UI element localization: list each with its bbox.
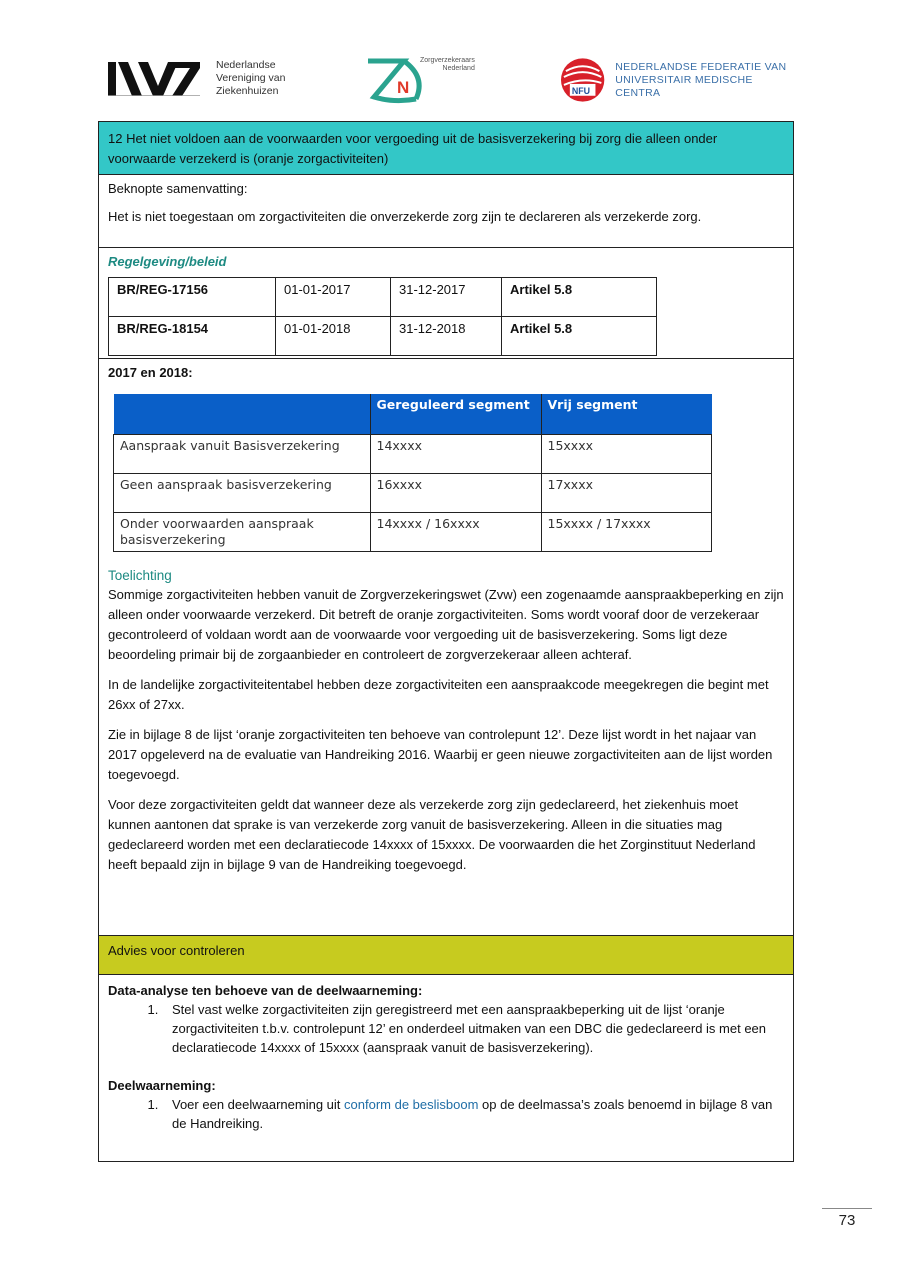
deelwaarneming-item <box>162 1095 784 1133</box>
toelichting-heading: Toelichting <box>108 568 172 583</box>
segment-cell: 15xxxx <box>541 435 712 474</box>
segment-header-cell <box>114 394 371 435</box>
segment-header-cell: Vrij segment <box>541 394 712 435</box>
regulation-cell-start: 01-01-2017 <box>276 278 391 317</box>
nfu-name <box>615 61 798 100</box>
segment-cell: 14xxxx <box>370 435 541 474</box>
toelichting-paragraph: In de landelijke zorgactiviteitentabel hebben deze zorgactiviteiten een aanspraakcode meegekregen die begint met 26xx of 27xx. <box>108 677 769 712</box>
deelwaarneming-label: Deelwaarneming: <box>108 1078 216 1093</box>
regulation-cell-id: BR/REG-18154 <box>109 317 276 356</box>
advies-section <box>99 974 793 1161</box>
segment-cell: 17xxxx <box>541 474 712 513</box>
segment-row <box>114 513 712 552</box>
control-point-title: 12 Het niet voldoen aan de voorwaarden voor vergoeding uit de basisverzekering bij zorg die alleen onder voorwaarde verzekerd is (oranje zorgactiviteiten) <box>99 122 793 174</box>
regulation-row <box>109 278 657 317</box>
nfu-logo <box>560 57 798 103</box>
zn-line-2: Nederland <box>442 65 475 72</box>
segment-header-cell: Gereguleerd segment <box>370 394 541 435</box>
regulation-heading: Regelgeving/beleid <box>108 254 227 269</box>
nvz-mark-icon <box>108 62 200 96</box>
summary-label: Beknopte samenvatting: <box>108 181 248 196</box>
segment-cell: 15xxxx / 17xxxx <box>541 513 712 552</box>
nfu-mark-text: NFU <box>571 85 591 96</box>
beslisboom-link[interactable]: conform de beslisboom <box>344 1097 479 1112</box>
deelwaarneming-text-before: Voer een deelwaarneming uit <box>172 1097 345 1112</box>
nvz-logo <box>108 59 285 98</box>
data-analyse-item: 1. Stel vast welke zorgactiviteiten zijn geregistreerd met een aanspraakbeperking uit de lijst ‘oranje zorgactiviteiten t.b.v. controlepunt 12’ en onderdeel uitmaken van een DBC die gedeclareerd is met een declaratiecode 14xxxx of 15xxxx (aanspraak vanuit de basisverzekering). <box>162 1000 784 1057</box>
segment-cell: Onder voorwaarden aanspraak basisverzekering <box>114 513 371 552</box>
regulation-cell-end: 31-12-2018 <box>391 317 502 356</box>
nvz-name <box>216 59 285 98</box>
explanation-section <box>99 358 793 935</box>
nvz-line-1: Nederlandse <box>216 59 276 71</box>
nvz-line-3: Ziekenhuizen <box>216 85 279 97</box>
deelwaarneming-text-after: op de deelmassa’s zoals benoemd in bijlage 8 van de Handreiking. <box>172 1097 773 1131</box>
regulation-row <box>109 317 657 356</box>
segment-row <box>114 474 712 513</box>
header-logos <box>108 55 798 105</box>
deelwaarneming-list <box>108 1095 784 1133</box>
regulation-cell-article: Artikel 5.8 <box>502 278 657 317</box>
segment-cell: 16xxxx <box>370 474 541 513</box>
zn-logo <box>364 55 484 105</box>
data-analyse-list <box>108 1000 784 1057</box>
regulation-cell-start: 01-01-2018 <box>276 317 391 356</box>
zn-name <box>420 57 475 73</box>
segment-cell: 14xxxx / 16xxxx <box>370 513 541 552</box>
segment-header-row <box>114 394 712 435</box>
summary-section <box>99 174 793 247</box>
segment-cell: Geen aanspraak basisverzekering <box>114 474 371 513</box>
segment-row <box>114 435 712 474</box>
control-point-box <box>98 121 794 1162</box>
segment-table <box>113 394 712 552</box>
regulation-cell-article: Artikel 5.8 <box>502 317 657 356</box>
nfu-mark-icon <box>560 57 605 103</box>
nfu-line-2: UNIVERSITAIR MEDISCHE CENTRA <box>615 73 753 99</box>
page-number: 73 <box>838 1212 856 1229</box>
page-number-rule <box>822 1208 872 1209</box>
regulation-cell-id: BR/REG-17156 <box>109 278 276 317</box>
nfu-line-1: NEDERLANDSE FEDERATIE VAN <box>615 60 787 73</box>
toelichting-paragraph: Zie in bijlage 8 de lijst ‘oranje zorgactiviteiten ten behoeve van controlepunt 12’. Deze lijst wordt in het najaar van 2017 opgeleverd na de evaluatie van Handreiking 2016. Waarbij er geen nieuwe zorgactiviteiten aan de lijst worden toegevoegd. <box>108 727 773 782</box>
nvz-line-2: Vereniging van <box>216 72 286 84</box>
data-analyse-label: Data-analyse ten behoeve van de deelwaarneming: <box>108 983 423 998</box>
segment-cell: Aanspraak vanuit Basisverzekering <box>114 435 371 474</box>
year-label: 2017 en 2018: <box>108 365 193 380</box>
regulation-table <box>108 277 657 356</box>
toelichting-paragraph: Sommige zorgactiviteiten hebben vanuit de Zorgverzekeringswet (Zvw) een zogenaamde aanspraakbeperking en zijn alleen onder voorwaarde verzekerd. Dit betreft de oranje zorgactiviteiten. Soms wordt vooraf door de verzekeraar gecontroleerd of voldaan wordt aan de voorwaarde voor vergoeding uit de basisverzekering. Soms ligt deze beoordeling primair bij de zorgaanbieder en controleert de zorgverzekeraar alleen achteraf. <box>108 587 784 662</box>
regulation-cell-end: 31-12-2017 <box>391 278 502 317</box>
regulation-section <box>99 247 793 358</box>
zn-line-1: Zorgverzekeraars <box>420 57 475 64</box>
svg-text:N: N <box>397 78 410 97</box>
summary-text: Het is niet toegestaan om zorgactiviteiten die onverzekerde zorg zijn te declareren als verzekerde zorg. <box>108 209 702 224</box>
advies-heading: Advies voor controleren <box>99 935 793 974</box>
toelichting-paragraph: Voor deze zorgactiviteiten geldt dat wanneer deze als verzekerde zorg zijn gedeclareerd, het ziekenhuis moet kunnen aantonen dat sprake is van verzekerde zorg vanuit de basisverzekering. Alleen in die situaties mag gedeclareerd worden met een declaratiecode 14xxxx of 15xxxx. De voorwaarden die het Zorginstituut Nederland heeft bepaald zijn in bijlage 9 van de Handreiking toegevoegd. <box>108 797 756 872</box>
